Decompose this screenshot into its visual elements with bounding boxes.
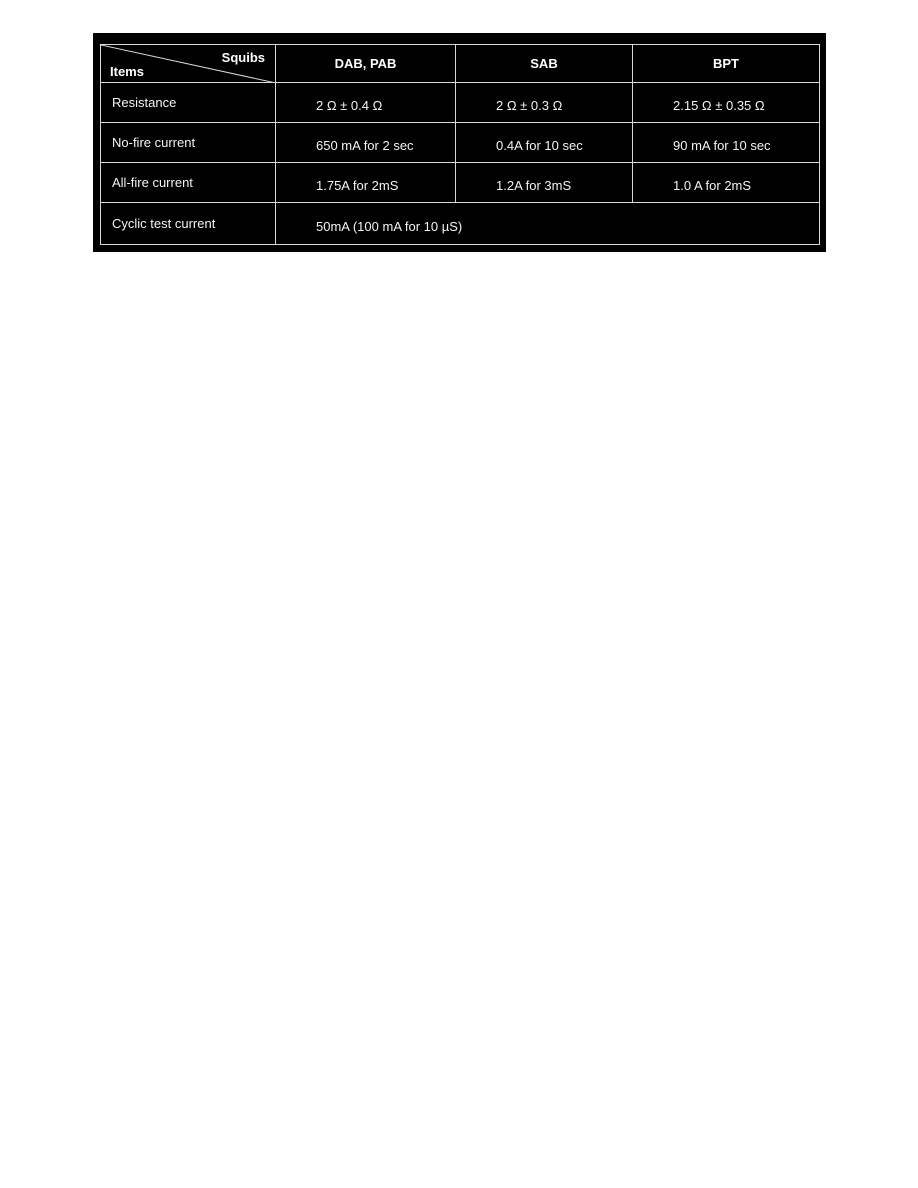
cell-text: 1.0 A for 2mS <box>673 178 752 193</box>
cell-value <box>456 163 633 203</box>
cell-text: 1.2A for 3mS <box>496 178 572 193</box>
cell-value <box>633 163 820 203</box>
cell-value <box>633 123 820 163</box>
cell-text: 1.75A for 2mS <box>316 178 399 193</box>
cell-text: 90 mA for 10 sec <box>673 138 771 153</box>
cell-text: 650 mA for 2 sec <box>316 138 414 153</box>
column-header-sab: SAB <box>456 45 633 83</box>
column-header-dab-pab: DAB, PAB <box>276 45 456 83</box>
cell-value <box>633 83 820 123</box>
column-header-bpt: BPT <box>633 45 820 83</box>
cell-text: 50mA (100 mA for 10 µS) <box>316 219 463 234</box>
squib-spec-table <box>100 44 820 245</box>
table-row-no-fire <box>101 123 820 163</box>
corner-header-cell <box>101 45 276 83</box>
row-label: Resistance <box>101 83 276 123</box>
cell-value <box>276 83 456 123</box>
table-header-row <box>101 45 820 83</box>
cell-text: 0.4A for 10 sec <box>496 138 583 153</box>
cell-text: 2 Ω ± 0.4 Ω <box>316 98 383 113</box>
corner-label-items: Items <box>110 64 144 79</box>
cell-text: 2 Ω ± 0.3 Ω <box>496 98 563 113</box>
row-label: No-fire current <box>101 123 276 163</box>
squib-spec-panel <box>93 33 826 252</box>
cell-value-merged <box>276 203 820 245</box>
cell-value <box>456 83 633 123</box>
cell-value <box>456 123 633 163</box>
table-row-cyclic-test <box>101 203 820 245</box>
cell-text: 2.15 Ω ± 0.35 Ω <box>673 98 765 113</box>
table-row-all-fire <box>101 163 820 203</box>
table-row-resistance <box>101 83 820 123</box>
cell-value <box>276 123 456 163</box>
row-label: All-fire current <box>101 163 276 203</box>
cell-value <box>276 163 456 203</box>
row-label: Cyclic test current <box>101 203 276 245</box>
corner-label-squibs: Squibs <box>221 50 265 65</box>
